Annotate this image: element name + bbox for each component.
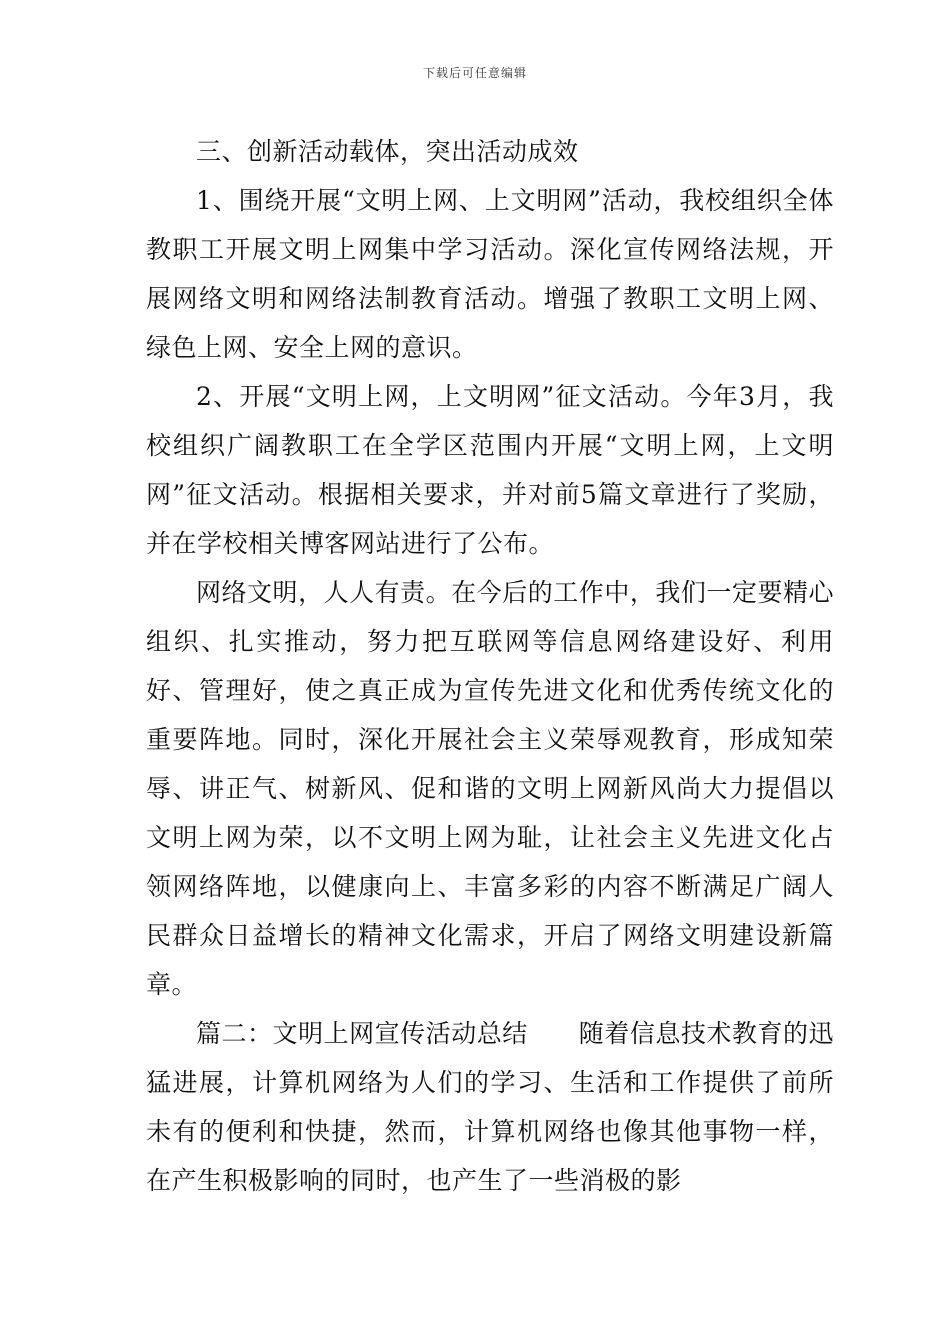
- paragraph-item-2: 2、开展“文明上网，上文明网”征文活动。今年3月，我校组织广阔教职工在全学区范围内开展“文明上网，上文明网”征文活动。根据相关要求，并对前5篇文章进行了奖励，并在学校相关博客网站进行了公布。: [146, 382, 835, 558]
- header-note: 下载后可任意编辑: [422, 66, 527, 80]
- section-heading: 三、创新活动载体，突出活动成效: [196, 137, 579, 166]
- paragraph-conclusion: 网络文明，人人有责。在今后的工作中，我们一定要精心组织、扎实推动，努力把互联网等信息网络建设好、利用好、管理好，使之真正成为宣传先进文化和优秀传统文化的重要阵地。同时，深化开展社会主义荣辱观教育，形成知荣辱、讲正气、树新风、促和谐的文明上网新风尚大力提倡以文明上网为荣，以不文明上网为耻，让社会主义先进文化占领网络阵地，以健康向上、丰富多彩的内容不断满足广阔人民群众日益增长的精神文化需求，开启了网络文明建设新篇章。: [146, 578, 834, 999]
- paragraph-part-two: 篇二：文明上网宣传活动总结 随着信息技术教育的迅猛进展，计算机网络为人们的学习、生活和工作提供了前所未有的便利和快捷，然而，计算机网络也像其他事物一样，在产生积极影响的同时，也产生了一些消极的影: [146, 1019, 834, 1195]
- paragraph-item-1: 1、围绕开展“文明上网、上文明网”活动，我校组织全体教职工开展文明上网集中学习活动。深化宣传网络法规，开展网络文明和网络法制教育活动。增强了教职工文明上网、绿色上网、安全上网的意识。: [146, 186, 834, 362]
- document-body: [146, 127, 834, 1205]
